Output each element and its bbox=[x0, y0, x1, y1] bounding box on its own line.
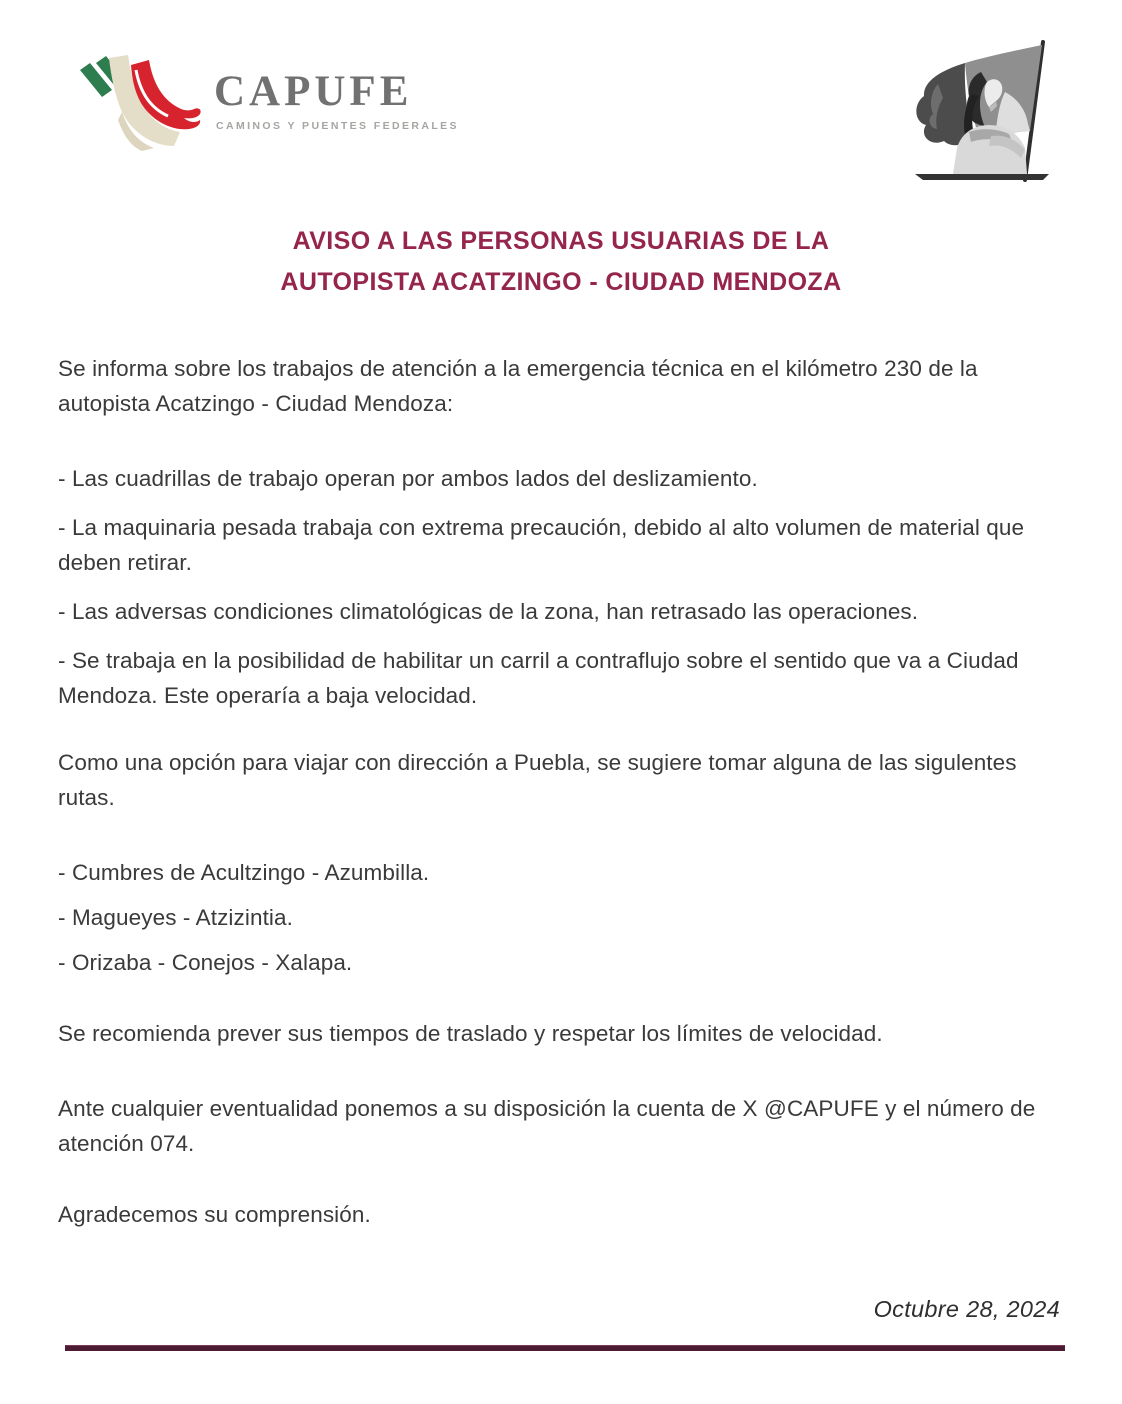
notice-title-line1: AVISO A LAS PERSONAS USUARIAS DE LA bbox=[292, 227, 830, 255]
bullet-item-maquinaria: - La maquinaria pesada trabaja con extrema precaución, debido al alto volumen de material que deben retirar. bbox=[58, 515, 1025, 575]
capufe-logo bbox=[76, 54, 459, 152]
advice-paragraph: Se recomienda prever sus tiempos de traslado y respetar los límites de velocidad. bbox=[58, 1021, 883, 1046]
capufe-logo-subtitle: CAMINOS Y PUENTES FEDERALES bbox=[216, 120, 459, 132]
intro-paragraph: Se informa sobre los trabajos de atención a la emergencia técnica en el kilómetro 230 de la autopista Acatzingo - Ciudad Mendoza: bbox=[58, 356, 978, 416]
contact-paragraph: Ante cualquier eventualidad ponemos a su disposición la cuenta de X @CAPUFE y el número de atención 074. bbox=[58, 1096, 1036, 1156]
bullet-item-cuadrillas: - Las cuadrillas de trabajo operan por ambos lados del deslizamiento. bbox=[58, 466, 758, 491]
notice-title-line2: AUTOPISTA ACATZINGO - CIUDAD MENDOZA bbox=[280, 268, 842, 296]
route-item-orizaba: - Orizaba - Conejos - Xalapa. bbox=[58, 950, 353, 975]
closing-paragraph: Agradecemos su comprensión. bbox=[58, 1202, 371, 1227]
capufe-logo-name: CAPUFE bbox=[214, 68, 413, 115]
footer-divider-bar bbox=[65, 1345, 1065, 1351]
routes-intro-paragraph: Como una opción para viajar con dirección a Puebla, se sugiere tomar alguna de las sigulentes rutas. bbox=[58, 750, 1017, 810]
tricolor-ribbon-eagle-icon bbox=[76, 54, 202, 152]
route-item-magueyes: - Magueyes - Atzizintia. bbox=[58, 905, 293, 930]
notice-title bbox=[0, 221, 1122, 303]
notice-date: Octubre 28, 2024 bbox=[873, 1296, 1060, 1322]
bullet-item-contraflujo: - Se trabaja en la posibilidad de habilitar un carril a contraflujo sobre el sentido que va a Ciudad Mendoza. Este operaría a baja velocidad. bbox=[58, 648, 1019, 708]
patria-flag-illustration bbox=[893, 40, 1065, 186]
route-item-cumbres: - Cumbres de Acultzingo - Azumbilla. bbox=[58, 860, 430, 885]
bullet-item-clima: - Las adversas condiciones climatológicas de la zona, han retrasado las operaciones. bbox=[58, 599, 919, 624]
notice-body bbox=[58, 351, 1066, 1232]
capufe-logo-text bbox=[214, 54, 459, 132]
